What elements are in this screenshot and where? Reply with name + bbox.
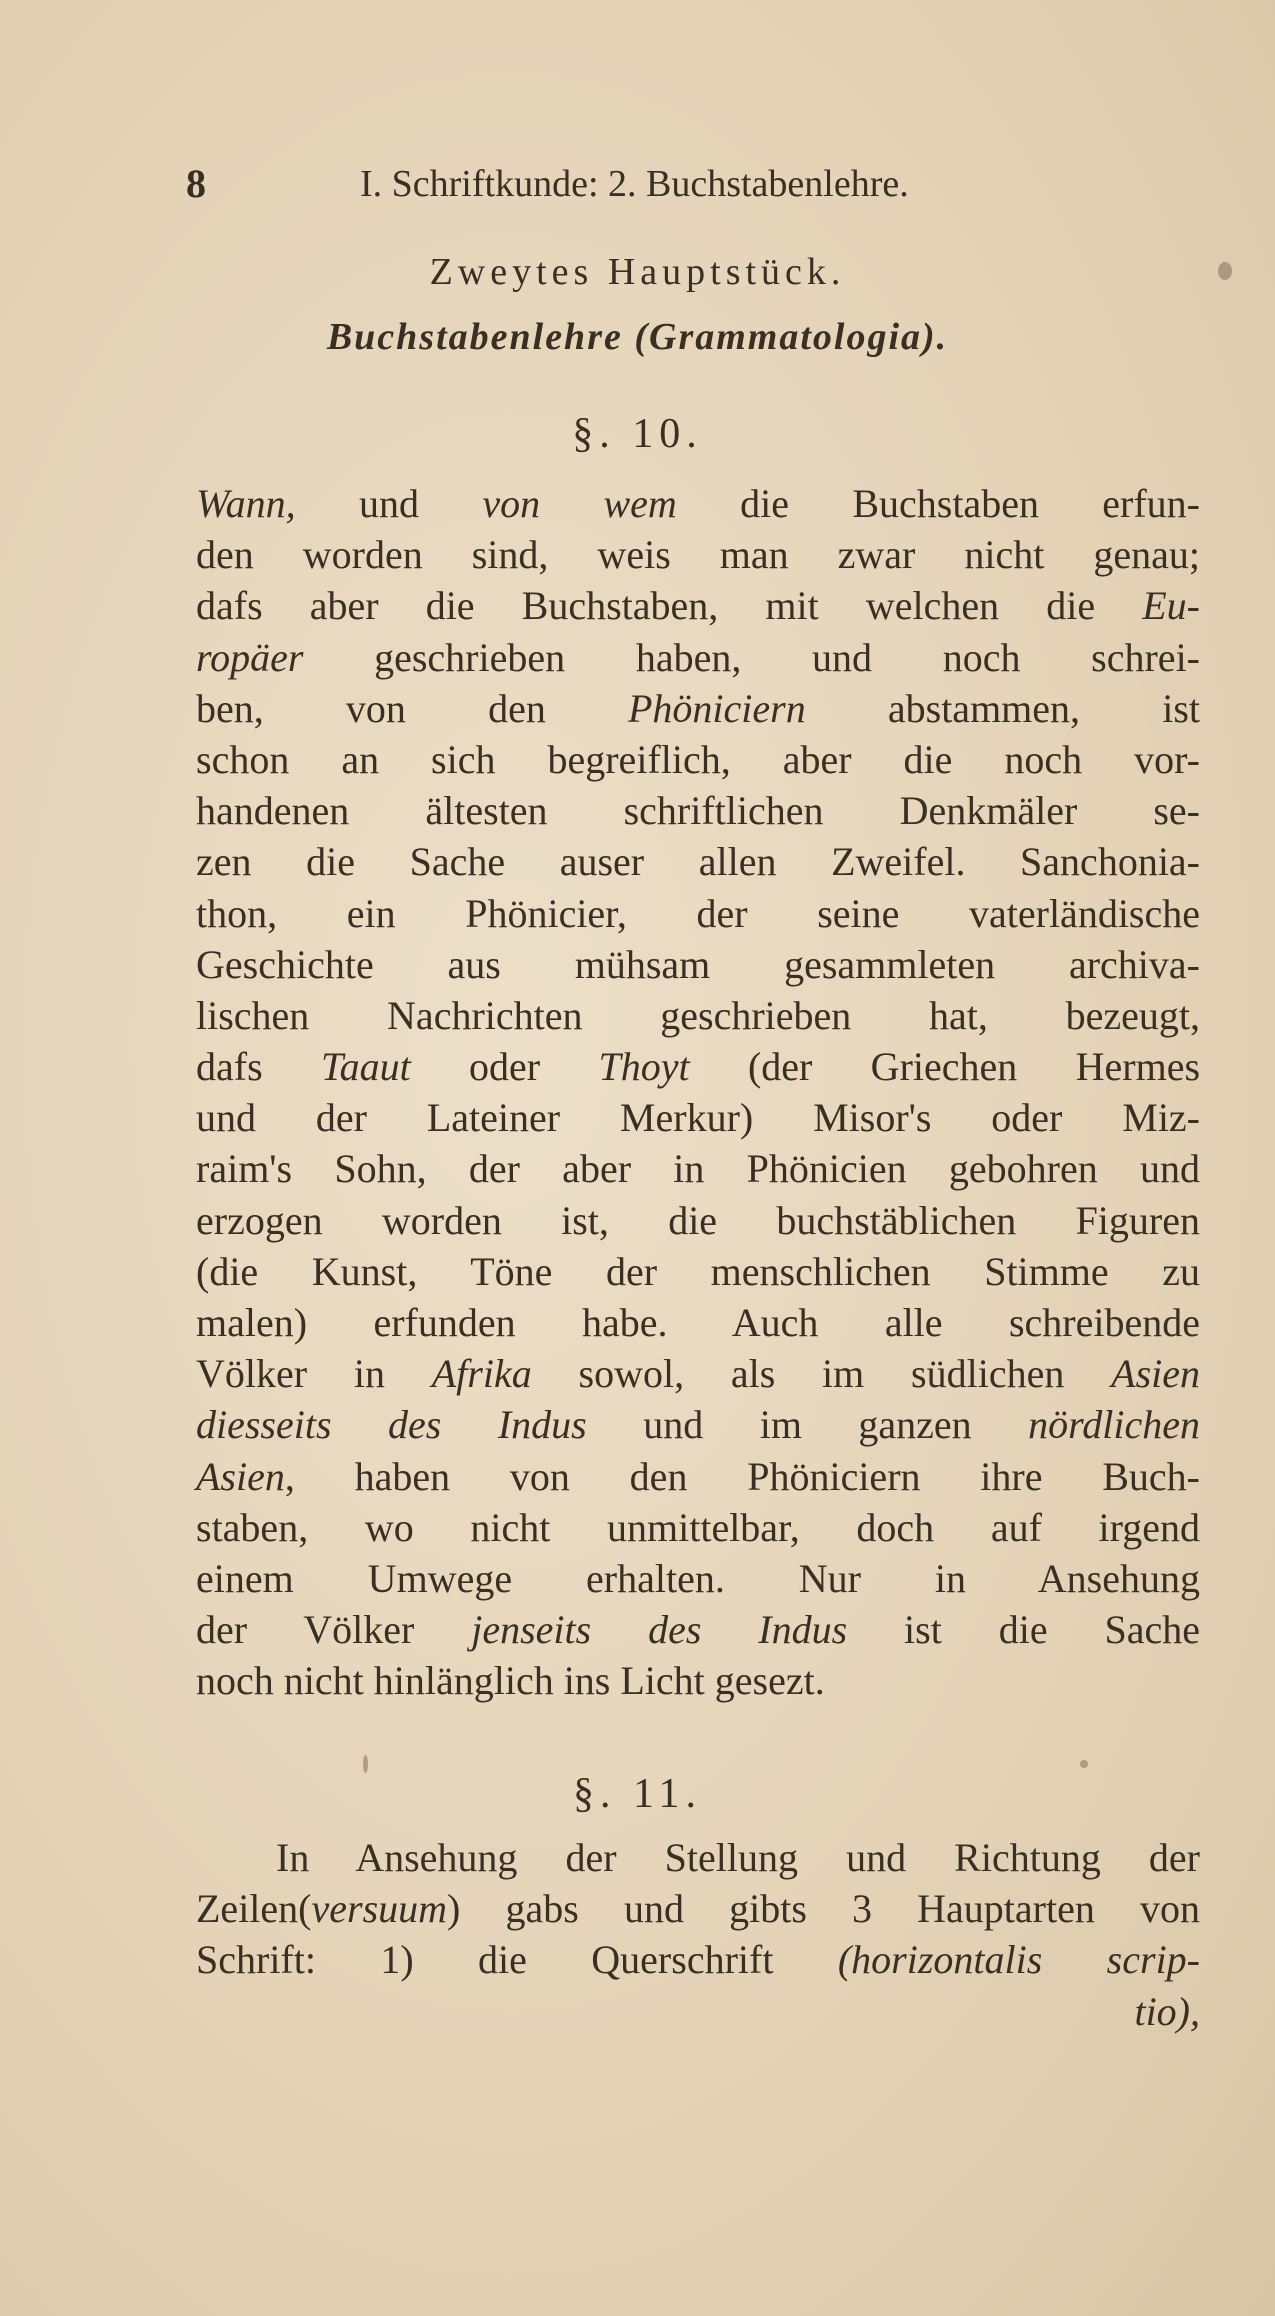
italic-text: Afrika xyxy=(431,1351,532,1397)
text-line xyxy=(196,1986,1200,2037)
text: abstammen, ist xyxy=(805,685,1200,731)
text-line xyxy=(196,990,1200,1041)
text: einem Umwege erhalten. Nur in Ansehung xyxy=(196,1555,1200,1601)
text: Zeilen( xyxy=(196,1886,312,1932)
text-line xyxy=(196,888,1200,939)
text: erzogen worden ist, die buchstäblichen Figuren xyxy=(196,1197,1200,1243)
text-line xyxy=(196,1195,1200,1246)
text: dafs xyxy=(196,1044,321,1090)
text: den worden sind, weis man zwar nicht genau; xyxy=(196,532,1200,578)
text-line xyxy=(196,1883,1200,1934)
italic-text: jenseits des Indus xyxy=(471,1607,848,1653)
text: Geschichte aus mühsam gesammleten archiva- xyxy=(196,941,1200,987)
text-line xyxy=(196,1246,1200,1297)
text: Schrift: 1) die Querschrift xyxy=(196,1937,838,1983)
text-line xyxy=(196,1604,1200,1655)
italic-text: von wem xyxy=(482,481,677,526)
italic-text: (horizontalis scrip- xyxy=(837,1937,1200,1983)
text: staben, wo nicht unmittelbar, doch auf irgend xyxy=(196,1504,1200,1550)
italic-text: ropäer xyxy=(196,634,304,680)
text-line xyxy=(196,1502,1200,1553)
text: und xyxy=(295,481,483,526)
running-header: I. Schriftkunde: 2. Buchstabenlehre. xyxy=(360,163,909,205)
text: ) gabs und gibts 3 Hauptarten von xyxy=(447,1886,1200,1932)
text: und der Lateiner Merkur) Misor's oder Miz- xyxy=(196,1095,1200,1141)
text-line xyxy=(196,478,1200,529)
text: ist die Sache xyxy=(847,1607,1200,1653)
chapter-title: Zweytes Hauptstück. xyxy=(429,251,846,293)
text: ben, von den xyxy=(196,685,628,731)
text: geschrieben haben, und noch schrei- xyxy=(303,634,1200,680)
text: noch nicht hinlänglich ins Licht gesezt. xyxy=(196,1658,825,1704)
text: sowol, als im südlichen xyxy=(531,1351,1112,1397)
text-line xyxy=(196,1297,1200,1348)
text-line xyxy=(196,1348,1200,1399)
text-line xyxy=(196,1092,1200,1143)
italic-text: Asien xyxy=(196,1453,285,1499)
italic-text: Asien xyxy=(1111,1351,1201,1397)
italic-text: Eu- xyxy=(1142,583,1200,629)
text-line xyxy=(196,683,1200,734)
paper-blemish xyxy=(363,1755,368,1773)
text: die Buchstaben erfun- xyxy=(676,481,1200,526)
text-line xyxy=(196,785,1200,836)
text-line xyxy=(196,1143,1200,1194)
italic-text: Wann, xyxy=(196,481,296,526)
text: raim's Sohn, der aber in Phönicien gebohren und xyxy=(196,1146,1200,1192)
chapter-subtitle: Buchstabenlehre (Grammatologia). xyxy=(326,316,949,358)
paper-blemish xyxy=(1080,1760,1088,1768)
text: zen die Sache auser allen Zweifel. Sanchonia- xyxy=(196,839,1200,885)
text-line xyxy=(196,1553,1200,1604)
text: lischen Nachrichten geschrieben hat, bezeugt, xyxy=(196,992,1200,1038)
italic-text: Taaut xyxy=(321,1044,411,1090)
text-line xyxy=(196,1934,1200,1985)
text: In Ansehung der Stellung und Richtung der xyxy=(276,1835,1200,1880)
italic-text: Thoyt xyxy=(598,1044,690,1090)
section-10-paragraph xyxy=(196,478,1200,1707)
section-11-paragraph xyxy=(196,1832,1200,2037)
text: oder xyxy=(410,1044,599,1090)
text: schon an sich begreiflich, aber die noch vor- xyxy=(196,736,1200,782)
text-line xyxy=(196,1451,1200,1502)
italic-text: versuum xyxy=(311,1886,448,1932)
page-number: 8 xyxy=(186,161,206,206)
text: Völker in xyxy=(196,1351,432,1397)
text: handenen ältesten schriftlichen Denkmäler se- xyxy=(196,788,1200,834)
text: (der Griechen Hermes xyxy=(689,1044,1201,1090)
section-heading-10: §. 10. xyxy=(572,411,703,457)
text-line xyxy=(196,939,1200,990)
text-line xyxy=(196,1399,1200,1450)
text-line xyxy=(196,836,1200,887)
text: und im ganzen xyxy=(586,1402,1029,1448)
text-line xyxy=(196,1041,1200,1092)
text-line xyxy=(196,1655,1200,1706)
text: der Völker xyxy=(196,1607,472,1653)
italic-text: nördlichen xyxy=(1028,1402,1200,1448)
text-line xyxy=(196,580,1200,631)
paper-blemish xyxy=(1218,262,1232,280)
text-line xyxy=(196,632,1200,683)
italic-text: Phöniciern xyxy=(627,685,806,731)
text: (die Kunst, Töne der menschlichen Stimme zu xyxy=(196,1248,1200,1294)
text-line xyxy=(196,529,1200,580)
text: thon, ein Phönicier, der seine vaterländische xyxy=(196,890,1200,936)
text: malen) erfunden habe. Auch alle schreibende xyxy=(196,1300,1200,1345)
text-line xyxy=(196,734,1200,785)
text: , haben von den Phöniciern ihre Buch- xyxy=(284,1453,1200,1499)
italic-text: tio), xyxy=(1134,1988,1200,2034)
section-heading-11: §. 11. xyxy=(573,1771,702,1817)
text-line xyxy=(196,1832,1200,1883)
italic-text: diesseits des Indus xyxy=(196,1402,587,1448)
text: dafs aber die Buchstaben, mit welchen die xyxy=(196,583,1143,629)
